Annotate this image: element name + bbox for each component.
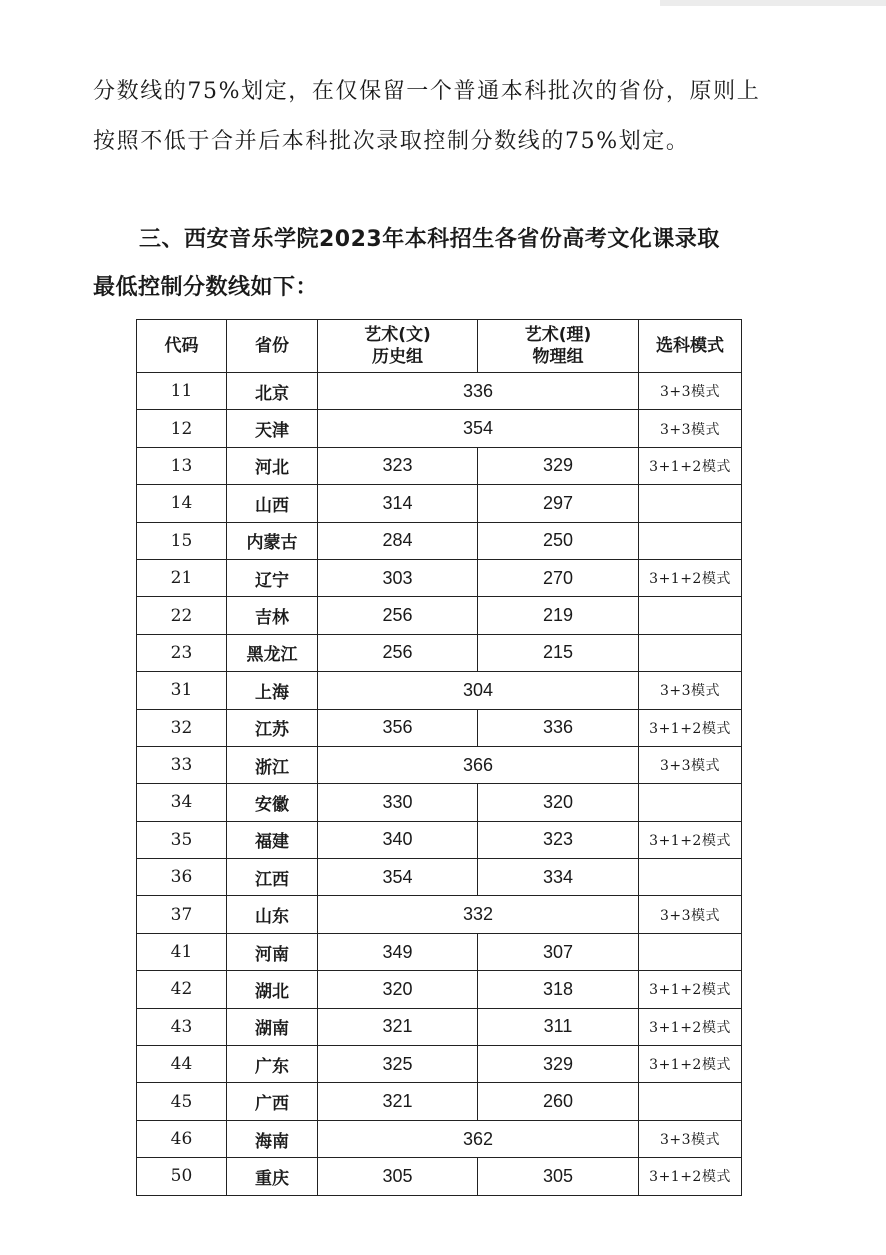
cell-combined-score: 362 — [318, 1120, 639, 1157]
cell-mode: 3+3模式 — [639, 373, 742, 410]
cell-province: 上海 — [227, 672, 318, 709]
cell-code: 13 — [137, 447, 227, 484]
cell-physics-score: 250 — [478, 522, 639, 559]
cell-code: 41 — [137, 933, 227, 970]
intro-line-2: 按照不低于合并后本科批次录取控制分数线的75%划定。 — [93, 129, 690, 154]
cell-physics-score: 329 — [478, 1046, 639, 1083]
header-arts-physics-line1: 艺术(理) — [524, 325, 592, 345]
cell-history-score: 320 — [318, 971, 478, 1008]
header-arts-history-line1: 艺术(文) — [364, 325, 431, 345]
cell-history-score: 325 — [318, 1046, 478, 1083]
cell-history-score: 321 — [318, 1083, 478, 1120]
section-heading-line-2: 最低控制分数线如下： — [93, 275, 319, 300]
cell-province: 黑龙江 — [227, 634, 318, 671]
cell-province: 内蒙古 — [227, 522, 318, 559]
cell-province: 湖南 — [227, 1008, 318, 1045]
cell-code: 44 — [137, 1046, 227, 1083]
cell-history-score: 303 — [318, 559, 478, 596]
cell-history-score: 305 — [318, 1158, 478, 1195]
cell-mode: 3+1+2模式 — [639, 971, 742, 1008]
cell-mode: 3+1+2模式 — [639, 447, 742, 484]
table-header-row — [137, 320, 742, 373]
table-row — [137, 821, 742, 858]
cell-mode — [639, 634, 742, 671]
table-row — [137, 784, 742, 821]
cell-physics-score: 270 — [478, 559, 639, 596]
cell-history-score: 321 — [318, 1008, 478, 1045]
table-row — [137, 634, 742, 671]
cell-combined-score: 354 — [318, 410, 639, 447]
header-mode: 选科模式 — [639, 320, 742, 373]
cell-physics-score: 323 — [478, 821, 639, 858]
cell-mode — [639, 485, 742, 522]
cell-mode — [639, 933, 742, 970]
cell-code: 46 — [137, 1120, 227, 1157]
cell-code: 32 — [137, 709, 227, 746]
cell-province: 江西 — [227, 859, 318, 896]
cell-physics-score: 307 — [478, 933, 639, 970]
table-row — [137, 1046, 742, 1083]
cell-code: 22 — [137, 597, 227, 634]
cell-mode — [639, 597, 742, 634]
header-province: 省份 — [227, 320, 318, 373]
cell-physics-score: 320 — [478, 784, 639, 821]
cell-physics-score: 219 — [478, 597, 639, 634]
cell-history-score: 256 — [318, 634, 478, 671]
cell-combined-score: 366 — [318, 746, 639, 783]
cell-province: 吉林 — [227, 597, 318, 634]
cell-province: 安徽 — [227, 784, 318, 821]
cell-province: 湖北 — [227, 971, 318, 1008]
cell-province: 江苏 — [227, 709, 318, 746]
table-row — [137, 522, 742, 559]
cell-mode: 3+3模式 — [639, 896, 742, 933]
cell-province: 河北 — [227, 447, 318, 484]
cell-mode — [639, 784, 742, 821]
cell-history-score: 356 — [318, 709, 478, 746]
table-row — [137, 1083, 742, 1120]
intro-paragraph — [93, 67, 813, 167]
cell-province: 广西 — [227, 1083, 318, 1120]
cell-physics-score: 318 — [478, 971, 639, 1008]
cell-history-score: 256 — [318, 597, 478, 634]
table-row — [137, 709, 742, 746]
cell-history-score: 323 — [318, 447, 478, 484]
cell-code: 11 — [137, 373, 227, 410]
cell-province: 福建 — [227, 821, 318, 858]
table-row — [137, 485, 742, 522]
cell-mode: 3+1+2模式 — [639, 1158, 742, 1195]
header-arts-physics-line2: 物理组 — [532, 347, 584, 367]
cell-mode: 3+1+2模式 — [639, 1046, 742, 1083]
cell-mode: 3+3模式 — [639, 1120, 742, 1157]
cell-physics-score: 215 — [478, 634, 639, 671]
header-code: 代码 — [137, 320, 227, 373]
cell-code: 45 — [137, 1083, 227, 1120]
header-arts-physics — [478, 320, 639, 373]
cell-mode: 3+1+2模式 — [639, 1008, 742, 1045]
cell-history-score: 330 — [318, 784, 478, 821]
table-row — [137, 597, 742, 634]
cell-code: 23 — [137, 634, 227, 671]
cell-code: 35 — [137, 821, 227, 858]
intro-line-1: 分数线的75%划定，在仅保留一个普通本科批次的省份，原则上 — [93, 79, 761, 104]
cell-mode — [639, 859, 742, 896]
cell-mode: 3+3模式 — [639, 746, 742, 783]
section-heading — [93, 216, 793, 312]
section-heading-line-1: 三、西安音乐学院2023年本科招生各省份高考文化课录取 — [139, 227, 720, 252]
cell-history-score: 349 — [318, 933, 478, 970]
cell-mode: 3+3模式 — [639, 672, 742, 709]
cell-province: 海南 — [227, 1120, 318, 1157]
cell-code: 12 — [137, 410, 227, 447]
cell-code: 34 — [137, 784, 227, 821]
cell-physics-score: 305 — [478, 1158, 639, 1195]
table-row — [137, 373, 742, 410]
cell-physics-score: 334 — [478, 859, 639, 896]
cell-code: 31 — [137, 672, 227, 709]
cell-history-score: 284 — [318, 522, 478, 559]
cell-physics-score: 260 — [478, 1083, 639, 1120]
cell-province: 山东 — [227, 896, 318, 933]
cell-physics-score: 329 — [478, 447, 639, 484]
table-row — [137, 746, 742, 783]
cell-mode: 3+1+2模式 — [639, 821, 742, 858]
cell-mode: 3+1+2模式 — [639, 559, 742, 596]
table-row — [137, 672, 742, 709]
cell-code: 37 — [137, 896, 227, 933]
cell-code: 33 — [137, 746, 227, 783]
cell-history-score: 314 — [318, 485, 478, 522]
table-row — [137, 447, 742, 484]
header-arts-history — [318, 320, 478, 373]
cell-history-score: 354 — [318, 859, 478, 896]
cell-mode: 3+1+2模式 — [639, 709, 742, 746]
cell-combined-score: 304 — [318, 672, 639, 709]
cell-mode: 3+3模式 — [639, 410, 742, 447]
cell-province: 天津 — [227, 410, 318, 447]
cell-history-score: 340 — [318, 821, 478, 858]
cell-code: 15 — [137, 522, 227, 559]
table-row — [137, 1120, 742, 1157]
cell-province: 辽宁 — [227, 559, 318, 596]
cell-code: 42 — [137, 971, 227, 1008]
table-row — [137, 896, 742, 933]
cell-physics-score: 311 — [478, 1008, 639, 1045]
cell-province: 重庆 — [227, 1158, 318, 1195]
scroll-shadow — [660, 0, 886, 6]
table-body — [137, 373, 742, 1196]
table-row — [137, 859, 742, 896]
table-row — [137, 971, 742, 1008]
cell-code: 14 — [137, 485, 227, 522]
table-row — [137, 1008, 742, 1045]
cell-mode — [639, 1083, 742, 1120]
table-row — [137, 933, 742, 970]
cell-province: 北京 — [227, 373, 318, 410]
score-table — [136, 319, 742, 1196]
table-row — [137, 1158, 742, 1195]
cell-combined-score: 332 — [318, 896, 639, 933]
header-arts-history-line2: 历史组 — [372, 347, 423, 367]
cell-province: 广东 — [227, 1046, 318, 1083]
cell-physics-score: 297 — [478, 485, 639, 522]
cell-code: 21 — [137, 559, 227, 596]
table-row — [137, 410, 742, 447]
cell-code: 36 — [137, 859, 227, 896]
cell-province: 河南 — [227, 933, 318, 970]
cell-province: 浙江 — [227, 746, 318, 783]
cell-code: 50 — [137, 1158, 227, 1195]
cell-combined-score: 336 — [318, 373, 639, 410]
cell-province: 山西 — [227, 485, 318, 522]
table-row — [137, 559, 742, 596]
cell-physics-score: 336 — [478, 709, 639, 746]
cell-code: 43 — [137, 1008, 227, 1045]
cell-mode — [639, 522, 742, 559]
